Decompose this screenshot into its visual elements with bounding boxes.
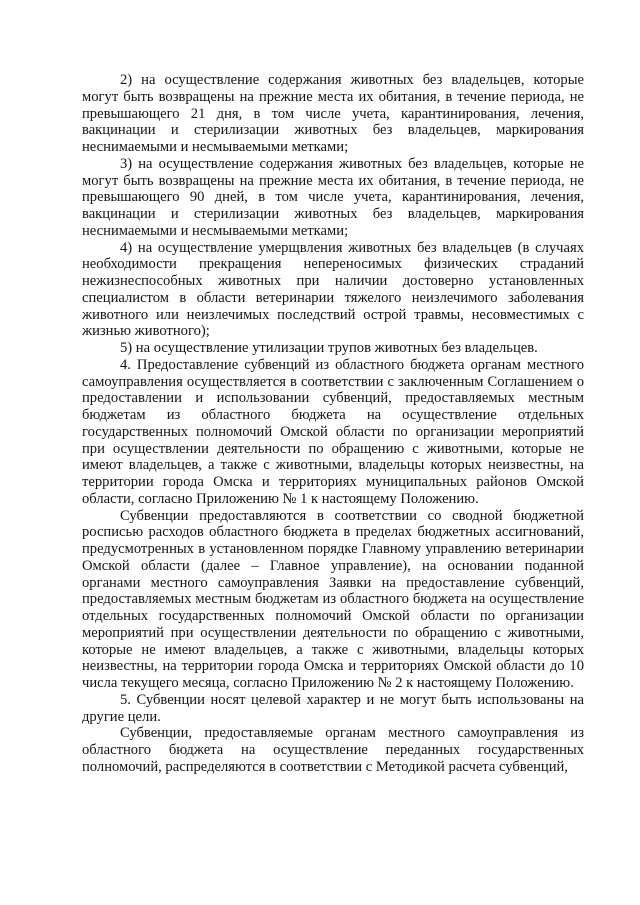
paragraph-section-4-subventions: 4. Предоставление субвенций из областного бюджета органам местного самоуправления осуществляется в соответствии с заключенным Соглашением о предоставлении и использовании субвенций, предоставляемых местным бюджетам из областного бюджета на осуществление отдельных государственных полномочий Омской области по организации мероприятий при осуществлении деятельности по обращению с животными, которые не имеют владельцев, а также с животными, владельцы которых неизвестны, на территории города Омска и территориях муниципальных районов Омской области, согласно Приложению № 1 к настоящему Положению. [82, 356, 584, 507]
document-body [82, 72, 584, 776]
paragraph-subventions-distribution: Субвенции, предоставляемые органам местного самоуправления из областного бюджета на осуществление переданных государственных полномочий, распределяются в соответствии с Методикой расчета субвенций, [82, 725, 584, 775]
paragraph-item-5-disposal: 5) на осуществление утилизации трупов животных без владельцев. [120, 340, 538, 356]
paragraph-subventions-provision: Субвенции предоставляются в соответствии со сводной бюджетной росписью расходов областного бюджета в пределах бюджетных ассигнований, предусмотренных в установленном порядке Главному управлению ветеринарии Омской области (далее – Главное управление), на основании поданной органами местного самоуправления Заявки на предоставление субвенций, предоставляемых местным бюджетам из областного бюджета на осуществление отдельных государственных полномочий Омской области по организации мероприятий при осуществлении деятельности по обращению с животными, которые не имеют владельцев, а также с животными, владельцы которых неизвестны, на территории города Омска и территориях Омской области до 10 числа текущего месяца, согласно Приложению № 2 к настоящему Положению. [82, 507, 584, 691]
paragraph-section-5-target-use: 5. Субвенции носят целевой характер и не могут быть использованы на другие цели. [82, 691, 584, 725]
paragraph-item-2-maintenance-21-days: 2) на осуществление содержания животных без владельцев, которые могут быть возвращены на прежние места их обитания, в течение периода, не превышающего 21 дня, в том числе учета, карантинирования, лечения, вакцинации и стерилизации животных без владельцев, маркирования неснимаемыми и несмываемыми метками; [82, 72, 584, 155]
paragraph-item-4-euthanasia: 4) на осуществление умерщвления животных без владельцев (в случаях необходимости прекращения непереносимых физических страданий нежизнеспособных животных при наличии достоверно установленных специалистом в области ветеринарии тяжелого неизлечимого заболевания животного или неизлечимых последствий острой травмы, несовместимых с жизнью животного); [82, 239, 584, 340]
paragraph-item-3-maintenance-90-days: 3) на осуществление содержания животных без владельцев, которые не могут быть возвращены на прежние места их обитания, в течение периода, не превышающего 90 дней, в том числе учета, карантинирования, лечения, вакцинации и стерилизации животных без владельцев, маркирования неснимаемыми и несмываемыми метками; [82, 155, 584, 239]
